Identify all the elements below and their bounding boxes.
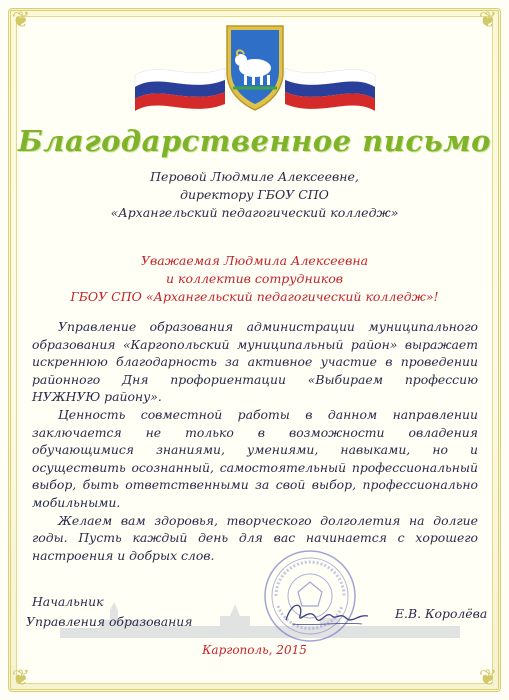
salutation-block — [0, 252, 509, 306]
corner-ornament-icon: ❦ — [11, 8, 31, 33]
addressee-line: директору ГБОУ СПО — [180, 187, 329, 202]
russian-flag-and-crest-icon — [130, 20, 380, 115]
letter-title: Благодарственное письмо — [17, 124, 492, 158]
letter-body — [32, 318, 478, 564]
body-paragraph: Управление образования администрации муниципального образования «Каргопольский муниципальный район» выражает искреннюю благодарность за активное участие в проведении районного Дня профориентации «Выбираем профессию НУЖНУЮ району». — [32, 319, 478, 405]
corner-ornament-icon: ❦ — [478, 666, 498, 691]
addressee-block — [0, 168, 509, 222]
signatory-position — [26, 592, 192, 632]
corner-ornament-icon: ❦ — [11, 666, 31, 691]
position-line: Управления образования — [26, 614, 193, 629]
salutation-line: Уважаемая Людмила Алексеевна — [140, 253, 369, 268]
addressee-line: «Архангельский педагогический колледж» — [110, 205, 399, 220]
handwritten-signature-icon — [282, 596, 372, 630]
salutation-line: ГБОУ СПО «Архангельский педагогический колледж»! — [70, 289, 439, 304]
position-line: Начальник — [32, 594, 104, 609]
body-paragraph: Желаем вам здоровья, творческого долголетия на долгие годы. Пусть каждый день для вас начинается с хорошего настроения и добрых слов. — [32, 512, 478, 563]
signatory-name: Е.В. Королёва — [395, 606, 488, 621]
body-paragraph: Ценность совместной работы в данном направлении заключается не только в возможности овладения обучающимися знаниями, умениями, навыками, но и осуществить осознанный, самостоятельный профессиональный выбор, быть ответственными за свой выбор, профессионально мобильными. — [32, 406, 478, 510]
addressee-line: Перовой Людмиле Алексеевне, — [150, 169, 359, 184]
corner-ornament-icon: ❦ — [478, 8, 498, 33]
place-and-date: Каргополь, 2015 — [202, 643, 307, 657]
salutation-line: и коллектив сотрудников — [165, 271, 344, 286]
header-emblem — [0, 20, 509, 115]
